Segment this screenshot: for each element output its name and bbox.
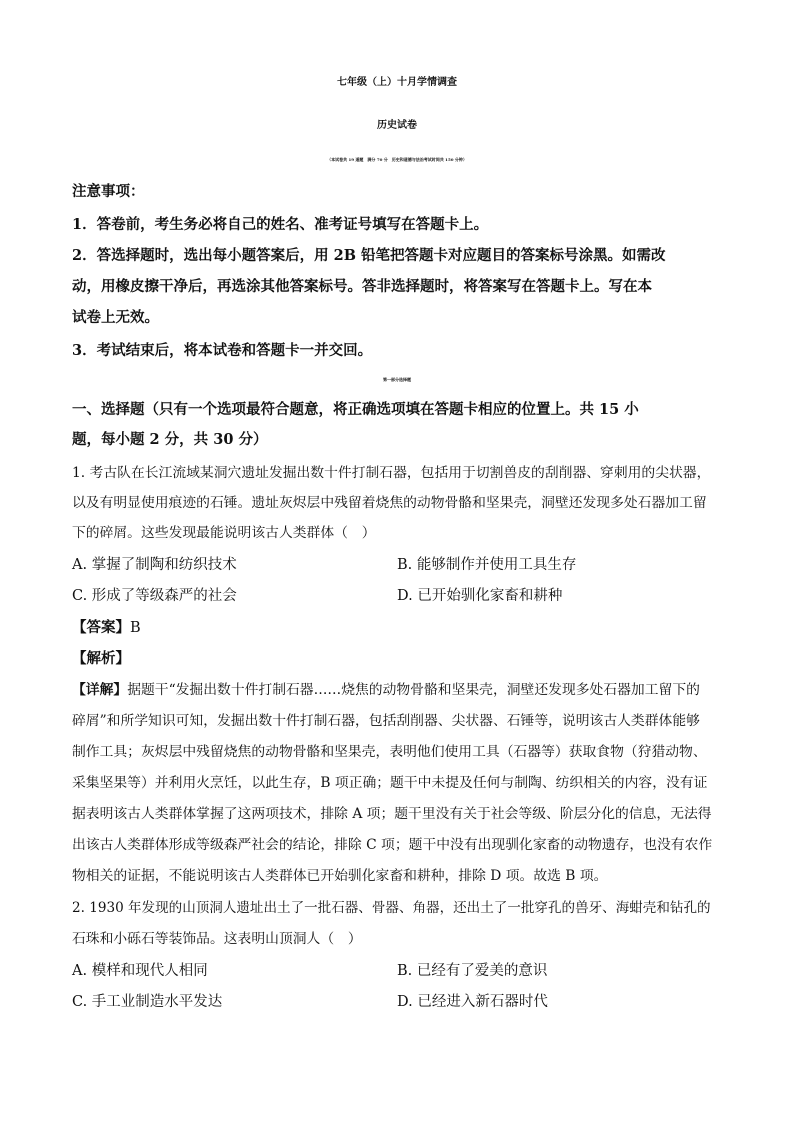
q2-option-a: A. 模样和现代人相同: [72, 963, 208, 979]
detail-tag: 【详解】: [72, 682, 128, 698]
notice-item-1: 1．答卷前，考生务必将自己的姓名、准考证号填写在答题卡上。: [72, 216, 489, 233]
q1-detail-6: 出该古人类群体形成等级森严社会的结论，排除 C 项；题干中没有出现驯化家畜的动物遗存，也没有农作: [72, 837, 713, 853]
q1-stem-b: 以及有明显使用痕迹的石锤。遗址灰烬层中残留着烧焦的动物骨骼和坚果壳，洞壁还发现多处石器加工留: [72, 495, 707, 511]
q1-analysis-tag: [72, 649, 130, 669]
notice-item-2b: 动，用橡皮擦干净后，再选涂其他答案标号。答非选择题时，将答案写在答题卡上。写在本: [72, 278, 652, 295]
q1-stem-a: 1. 考古队在长江流域某洞穴遗址发掘出数十件打制石器，包括用于切割兽皮的刮削器、穿刺用的尖状器，: [72, 465, 711, 481]
q1-detail-3: 制作工具；灰烬层中残留烧焦的动物骨骼和坚果壳，表明他们使用工具（石器等）获取食物（狩猎动物、: [72, 744, 707, 760]
q1-stem-c: 下的碎屑。这些发现最能说明该古人类群体（ ）: [72, 525, 376, 541]
q1-option-b: B. 能够制作并使用工具生存: [397, 557, 577, 573]
detail-text-1: 据题干“发掘出数十件打制石器……烧焦的动物骨骼和坚果壳，洞壁还发现多处石器加工留下的: [127, 682, 700, 698]
q1-detail-2: 碎屑”和所学知识可知，发掘出数十件打制石器，包括刮削器、尖状器、石锤等，说明该古人类群体能够: [72, 713, 700, 729]
analysis-tag: 【解析】: [72, 650, 130, 667]
q1-option-c: C. 形成了等级森严的社会: [72, 588, 237, 604]
part1-instruction-a: 一、选择题（只有一个选项最符合题意，将正确选项填在答题卡相应的位置上。共 15 小: [72, 401, 639, 418]
part1-title: 第一部分选择题: [383, 377, 411, 382]
part1-instruction-b: 题，每小题 2 分，共 30 分）: [72, 431, 268, 448]
q2-stem-a: 2. 1930 年发现的山顶洞人遗址出土了一批石器、骨器、角器，还出土了一批穿孔的兽牙、海蚶壳和钻孔的: [72, 900, 711, 916]
notice-heading: 注意事项：: [72, 183, 145, 200]
q1-detail-5: 据表明该古人类群体掌握了这两项技术，排除 A 项；题干里没有关于社会等级、阶层分化的信息，无法得: [72, 806, 712, 822]
answer-value: B: [130, 620, 141, 636]
notice-item-2c: 试卷上无效。: [72, 309, 159, 326]
q2-option-b: B. 已经有了爱美的意识: [397, 963, 548, 979]
q2-option-c: C. 手工业制造水平发达: [72, 994, 223, 1010]
answer-tag: 【答案】: [72, 619, 130, 636]
q1-detail-1: [72, 680, 700, 700]
q1-option-a: A. 掌握了制陶和纺织技术: [72, 557, 237, 573]
q2-stem-b: 石珠和小砾石等装饰品。这表明山顶洞人（ ）: [72, 931, 362, 947]
notice-item-3: 3．考试结束后，将本试卷和答题卡一并交回。: [72, 342, 373, 359]
q1-detail-4: 采集坚果等）并利用火烹饪，以此生存，B 项正确；题干中未提及任何与制陶、纺织相关的内容，没有证: [72, 775, 708, 791]
exam-subtitle: 历史试卷: [377, 120, 417, 131]
q1-option-d: D. 已开始驯化家畜和耕种: [397, 588, 563, 604]
exam-title: 七年级（上）十月学情调查: [337, 77, 457, 88]
notice-item-2a: 2．答选择题时，选出每小题答案后，用 2B 铅笔把答题卡对应题目的答案标号涂黑。如需改: [72, 247, 666, 264]
exam-info: （本试卷共 19 道题 满分 70 分 历史和道德与法治考试时间共 150 分钟）: [327, 157, 467, 162]
q2-option-d: D. 已经进入新石器时代: [397, 994, 548, 1010]
q1-detail-7: 物相关的证据，不能说明该古人类群体已开始驯化家畜和耕种，排除 D 项。故选 B 项。: [72, 868, 608, 884]
q1-answer: [72, 618, 141, 638]
